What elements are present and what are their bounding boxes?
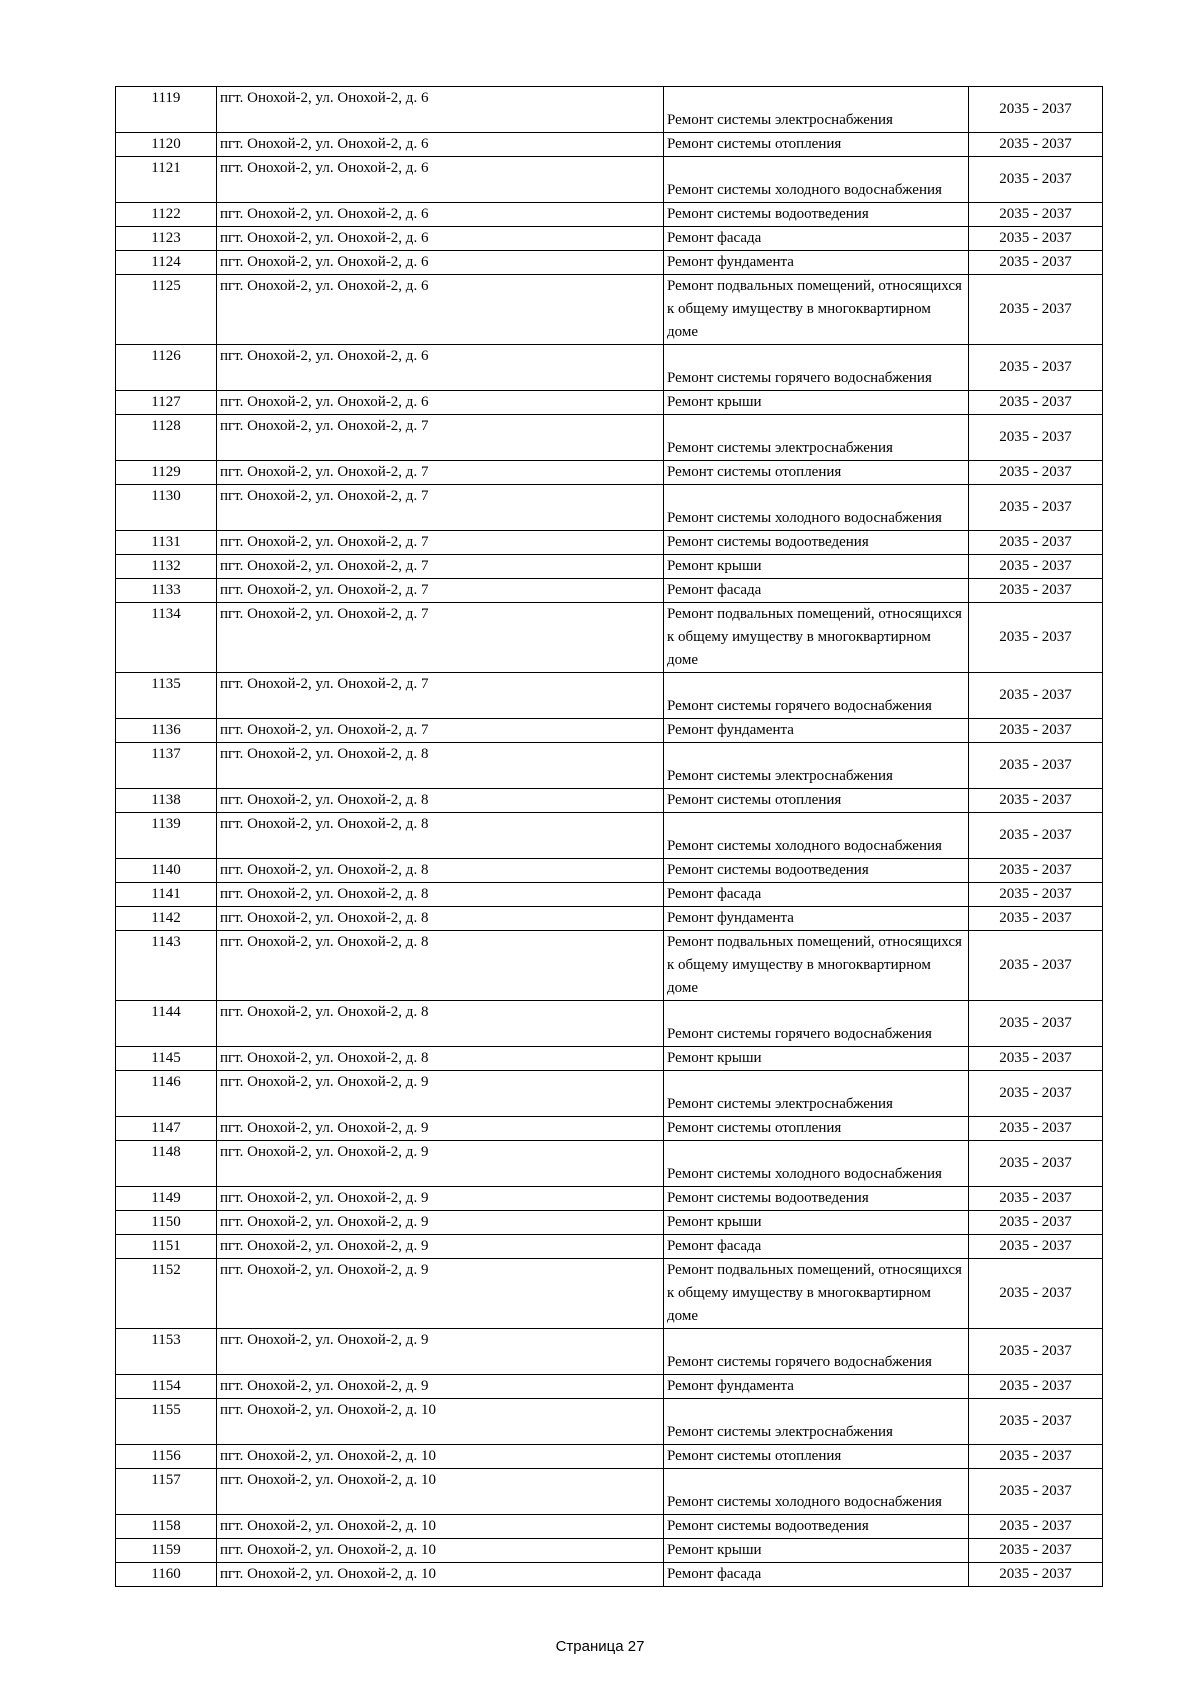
row-work-type: Ремонт системы отопления	[664, 1117, 969, 1141]
row-address: пгт. Онохой-2, ул. Онохой-2, д. 8	[217, 859, 664, 883]
table-row	[116, 1211, 1103, 1235]
row-address: пгт. Онохой-2, ул. Онохой-2, д. 6	[217, 227, 664, 251]
row-period: 2035 - 2037	[969, 603, 1103, 673]
row-work-type: Ремонт фундамента	[664, 719, 969, 743]
row-period: 2035 - 2037	[969, 1375, 1103, 1399]
row-period: 2035 - 2037	[969, 203, 1103, 227]
row-work-type: Ремонт подвальных помещений, относящихся к общему имуществу в многоквартирном доме	[664, 275, 969, 345]
row-address: пгт. Онохой-2, ул. Онохой-2, д. 7	[217, 415, 664, 461]
row-number: 1148	[116, 1141, 217, 1187]
table-row	[116, 1235, 1103, 1259]
row-number: 1154	[116, 1375, 217, 1399]
table-row	[116, 1445, 1103, 1469]
row-number: 1136	[116, 719, 217, 743]
row-work-type: Ремонт крыши	[664, 391, 969, 415]
row-number: 1135	[116, 673, 217, 719]
table-row	[116, 673, 1103, 719]
row-number: 1124	[116, 251, 217, 275]
table-row	[116, 1515, 1103, 1539]
table-row	[116, 133, 1103, 157]
row-address: пгт. Онохой-2, ул. Онохой-2, д. 8	[217, 907, 664, 931]
row-number: 1150	[116, 1211, 217, 1235]
row-number: 1138	[116, 789, 217, 813]
row-address: пгт. Онохой-2, ул. Онохой-2, д. 9	[217, 1375, 664, 1399]
row-address: пгт. Онохой-2, ул. Онохой-2, д. 9	[217, 1071, 664, 1117]
table-row	[116, 157, 1103, 203]
table-row	[116, 227, 1103, 251]
row-period: 2035 - 2037	[969, 133, 1103, 157]
row-work-type: Ремонт системы отопления	[664, 133, 969, 157]
row-address: пгт. Онохой-2, ул. Онохой-2, д. 7	[217, 603, 664, 673]
row-number: 1160	[116, 1563, 217, 1587]
row-period: 2035 - 2037	[969, 907, 1103, 931]
row-work-type: Ремонт крыши	[664, 1047, 969, 1071]
row-number: 1123	[116, 227, 217, 251]
row-number: 1128	[116, 415, 217, 461]
table-row	[116, 1001, 1103, 1047]
row-work-type: Ремонт системы водоотведения	[664, 859, 969, 883]
row-period: 2035 - 2037	[969, 1001, 1103, 1047]
row-period: 2035 - 2037	[969, 673, 1103, 719]
row-work-type: Ремонт подвальных помещений, относящихся к общему имуществу в многоквартирном доме	[664, 1259, 969, 1329]
row-work-type: Ремонт системы горячего водоснабжения	[664, 345, 969, 391]
table-row	[116, 719, 1103, 743]
table-row	[116, 883, 1103, 907]
row-work-type: Ремонт системы водоотведения	[664, 203, 969, 227]
row-address: пгт. Онохой-2, ул. Онохой-2, д. 10	[217, 1469, 664, 1515]
row-work-type: Ремонт системы холодного водоснабжения	[664, 157, 969, 203]
row-address: пгт. Онохой-2, ул. Онохой-2, д. 6	[217, 345, 664, 391]
row-work-type: Ремонт крыши	[664, 1211, 969, 1235]
row-address: пгт. Онохой-2, ул. Онохой-2, д. 6	[217, 133, 664, 157]
row-period: 2035 - 2037	[969, 1235, 1103, 1259]
row-address: пгт. Онохой-2, ул. Онохой-2, д. 6	[217, 251, 664, 275]
row-number: 1133	[116, 579, 217, 603]
row-work-type: Ремонт фундамента	[664, 1375, 969, 1399]
row-number: 1126	[116, 345, 217, 391]
row-address: пгт. Онохой-2, ул. Онохой-2, д. 10	[217, 1539, 664, 1563]
table-row	[116, 345, 1103, 391]
row-work-type: Ремонт системы отопления	[664, 789, 969, 813]
row-period: 2035 - 2037	[969, 391, 1103, 415]
row-address: пгт. Онохой-2, ул. Онохой-2, д. 10	[217, 1399, 664, 1445]
row-period: 2035 - 2037	[969, 485, 1103, 531]
table-row	[116, 87, 1103, 133]
row-address: пгт. Онохой-2, ул. Онохой-2, д. 7	[217, 531, 664, 555]
row-number: 1131	[116, 531, 217, 555]
row-period: 2035 - 2037	[969, 555, 1103, 579]
row-number: 1137	[116, 743, 217, 789]
table-row	[116, 555, 1103, 579]
row-period: 2035 - 2037	[969, 87, 1103, 133]
row-address: пгт. Онохой-2, ул. Онохой-2, д. 9	[217, 1259, 664, 1329]
row-number: 1139	[116, 813, 217, 859]
row-period: 2035 - 2037	[969, 1539, 1103, 1563]
repair-schedule-table	[115, 86, 1103, 1587]
row-number: 1134	[116, 603, 217, 673]
row-work-type: Ремонт системы отопления	[664, 461, 969, 485]
row-period: 2035 - 2037	[969, 579, 1103, 603]
row-period: 2035 - 2037	[969, 883, 1103, 907]
row-address: пгт. Онохой-2, ул. Онохой-2, д. 6	[217, 391, 664, 415]
row-period: 2035 - 2037	[969, 1563, 1103, 1587]
row-address: пгт. Онохой-2, ул. Онохой-2, д. 6	[217, 203, 664, 227]
row-period: 2035 - 2037	[969, 719, 1103, 743]
row-address: пгт. Онохой-2, ул. Онохой-2, д. 6	[217, 157, 664, 203]
row-period: 2035 - 2037	[969, 813, 1103, 859]
row-work-type: Ремонт фундамента	[664, 251, 969, 275]
table-row	[116, 1539, 1103, 1563]
row-work-type: Ремонт системы отопления	[664, 1445, 969, 1469]
row-number: 1152	[116, 1259, 217, 1329]
row-period: 2035 - 2037	[969, 1071, 1103, 1117]
row-work-type: Ремонт фасада	[664, 1563, 969, 1587]
row-number: 1146	[116, 1071, 217, 1117]
row-address: пгт. Онохой-2, ул. Онохой-2, д. 7	[217, 461, 664, 485]
table-row	[116, 275, 1103, 345]
row-period: 2035 - 2037	[969, 157, 1103, 203]
row-work-type: Ремонт системы холодного водоснабжения	[664, 1469, 969, 1515]
row-period: 2035 - 2037	[969, 1469, 1103, 1515]
table-row	[116, 907, 1103, 931]
row-address: пгт. Онохой-2, ул. Онохой-2, д. 8	[217, 813, 664, 859]
row-address: пгт. Онохой-2, ул. Онохой-2, д. 7	[217, 555, 664, 579]
row-period: 2035 - 2037	[969, 345, 1103, 391]
row-number: 1122	[116, 203, 217, 227]
row-period: 2035 - 2037	[969, 1187, 1103, 1211]
row-work-type: Ремонт системы горячего водоснабжения	[664, 673, 969, 719]
row-address: пгт. Онохой-2, ул. Онохой-2, д. 8	[217, 883, 664, 907]
row-number: 1143	[116, 931, 217, 1001]
row-work-type: Ремонт фасада	[664, 579, 969, 603]
row-period: 2035 - 2037	[969, 251, 1103, 275]
row-number: 1155	[116, 1399, 217, 1445]
row-address: пгт. Онохой-2, ул. Онохой-2, д. 9	[217, 1187, 664, 1211]
table-row	[116, 461, 1103, 485]
row-address: пгт. Онохой-2, ул. Онохой-2, д. 9	[217, 1211, 664, 1235]
row-address: пгт. Онохой-2, ул. Онохой-2, д. 9	[217, 1141, 664, 1187]
row-number: 1120	[116, 133, 217, 157]
row-number: 1130	[116, 485, 217, 531]
row-period: 2035 - 2037	[969, 1515, 1103, 1539]
row-work-type: Ремонт фасада	[664, 227, 969, 251]
row-period: 2035 - 2037	[969, 1047, 1103, 1071]
row-address: пгт. Онохой-2, ул. Онохой-2, д. 7	[217, 485, 664, 531]
row-address: пгт. Онохой-2, ул. Онохой-2, д. 8	[217, 743, 664, 789]
row-work-type: Ремонт системы электроснабжения	[664, 743, 969, 789]
row-work-type: Ремонт системы горячего водоснабжения	[664, 1329, 969, 1375]
row-period: 2035 - 2037	[969, 789, 1103, 813]
row-address: пгт. Онохой-2, ул. Онохой-2, д. 8	[217, 1047, 664, 1071]
table-row	[116, 789, 1103, 813]
row-number: 1158	[116, 1515, 217, 1539]
row-work-type: Ремонт системы холодного водоснабжения	[664, 1141, 969, 1187]
row-address: пгт. Онохой-2, ул. Онохой-2, д. 7	[217, 719, 664, 743]
row-number: 1153	[116, 1329, 217, 1375]
row-address: пгт. Онохой-2, ул. Онохой-2, д. 7	[217, 579, 664, 603]
row-number: 1157	[116, 1469, 217, 1515]
row-number: 1151	[116, 1235, 217, 1259]
row-period: 2035 - 2037	[969, 461, 1103, 485]
table-row	[116, 579, 1103, 603]
table-row	[116, 1071, 1103, 1117]
table-row	[116, 203, 1103, 227]
row-work-type: Ремонт подвальных помещений, относящихся к общему имуществу в многоквартирном доме	[664, 603, 969, 673]
row-address: пгт. Онохой-2, ул. Онохой-2, д. 10	[217, 1563, 664, 1587]
row-number: 1144	[116, 1001, 217, 1047]
table-body	[116, 87, 1103, 1587]
row-work-type: Ремонт системы холодного водоснабжения	[664, 813, 969, 859]
table-row	[116, 813, 1103, 859]
row-number: 1156	[116, 1445, 217, 1469]
row-number: 1142	[116, 907, 217, 931]
table-row	[116, 485, 1103, 531]
row-number: 1121	[116, 157, 217, 203]
table-row	[116, 1399, 1103, 1445]
row-period: 2035 - 2037	[969, 531, 1103, 555]
row-number: 1127	[116, 391, 217, 415]
row-address: пгт. Онохой-2, ул. Онохой-2, д. 10	[217, 1445, 664, 1469]
row-work-type: Ремонт крыши	[664, 1539, 969, 1563]
table-row	[116, 931, 1103, 1001]
row-address: пгт. Онохой-2, ул. Онохой-2, д. 6	[217, 87, 664, 133]
table-row	[116, 1141, 1103, 1187]
table-row	[116, 531, 1103, 555]
row-address: пгт. Онохой-2, ул. Онохой-2, д. 9	[217, 1117, 664, 1141]
row-number: 1129	[116, 461, 217, 485]
table-row	[116, 415, 1103, 461]
row-number: 1140	[116, 859, 217, 883]
table-row	[116, 1375, 1103, 1399]
row-address: пгт. Онохой-2, ул. Онохой-2, д. 6	[217, 275, 664, 345]
row-period: 2035 - 2037	[969, 1211, 1103, 1235]
row-number: 1159	[116, 1539, 217, 1563]
row-period: 2035 - 2037	[969, 1141, 1103, 1187]
row-work-type: Ремонт фасада	[664, 883, 969, 907]
row-period: 2035 - 2037	[969, 1117, 1103, 1141]
table-row	[116, 1259, 1103, 1329]
row-number: 1119	[116, 87, 217, 133]
row-number: 1147	[116, 1117, 217, 1141]
row-number: 1132	[116, 555, 217, 579]
row-work-type: Ремонт подвальных помещений, относящихся к общему имуществу в многоквартирном доме	[664, 931, 969, 1001]
table-row	[116, 603, 1103, 673]
row-address: пгт. Онохой-2, ул. Онохой-2, д. 9	[217, 1235, 664, 1259]
row-period: 2035 - 2037	[969, 743, 1103, 789]
row-work-type: Ремонт системы водоотведения	[664, 531, 969, 555]
table-row	[116, 251, 1103, 275]
row-number: 1125	[116, 275, 217, 345]
table-row	[116, 1469, 1103, 1515]
row-address: пгт. Онохой-2, ул. Онохой-2, д. 8	[217, 1001, 664, 1047]
row-work-type: Ремонт системы водоотведения	[664, 1515, 969, 1539]
row-work-type: Ремонт системы водоотведения	[664, 1187, 969, 1211]
row-work-type: Ремонт фундамента	[664, 907, 969, 931]
row-work-type: Ремонт системы электроснабжения	[664, 415, 969, 461]
row-period: 2035 - 2037	[969, 415, 1103, 461]
row-work-type: Ремонт системы электроснабжения	[664, 1071, 969, 1117]
row-address: пгт. Онохой-2, ул. Онохой-2, д. 10	[217, 1515, 664, 1539]
row-period: 2035 - 2037	[969, 931, 1103, 1001]
table-row	[116, 1047, 1103, 1071]
row-period: 2035 - 2037	[969, 1399, 1103, 1445]
row-number: 1141	[116, 883, 217, 907]
row-period: 2035 - 2037	[969, 227, 1103, 251]
table-row	[116, 1329, 1103, 1375]
page-footer: Страница 27	[555, 1638, 645, 1655]
row-number: 1145	[116, 1047, 217, 1071]
row-work-type: Ремонт системы электроснабжения	[664, 87, 969, 133]
row-work-type: Ремонт системы электроснабжения	[664, 1399, 969, 1445]
row-work-type: Ремонт системы холодного водоснабжения	[664, 485, 969, 531]
table-row	[116, 391, 1103, 415]
row-period: 2035 - 2037	[969, 1329, 1103, 1375]
row-period: 2035 - 2037	[969, 859, 1103, 883]
table-row	[116, 1563, 1103, 1587]
row-address: пгт. Онохой-2, ул. Онохой-2, д. 7	[217, 673, 664, 719]
table-row	[116, 743, 1103, 789]
row-work-type: Ремонт фасада	[664, 1235, 969, 1259]
table-row	[116, 1187, 1103, 1211]
row-period: 2035 - 2037	[969, 275, 1103, 345]
row-address: пгт. Онохой-2, ул. Онохой-2, д. 8	[217, 789, 664, 813]
table-row	[116, 859, 1103, 883]
row-work-type: Ремонт системы горячего водоснабжения	[664, 1001, 969, 1047]
row-address: пгт. Онохой-2, ул. Онохой-2, д. 9	[217, 1329, 664, 1375]
row-period: 2035 - 2037	[969, 1445, 1103, 1469]
row-number: 1149	[116, 1187, 217, 1211]
row-period: 2035 - 2037	[969, 1259, 1103, 1329]
row-address: пгт. Онохой-2, ул. Онохой-2, д. 8	[217, 931, 664, 1001]
table-row	[116, 1117, 1103, 1141]
row-work-type: Ремонт крыши	[664, 555, 969, 579]
